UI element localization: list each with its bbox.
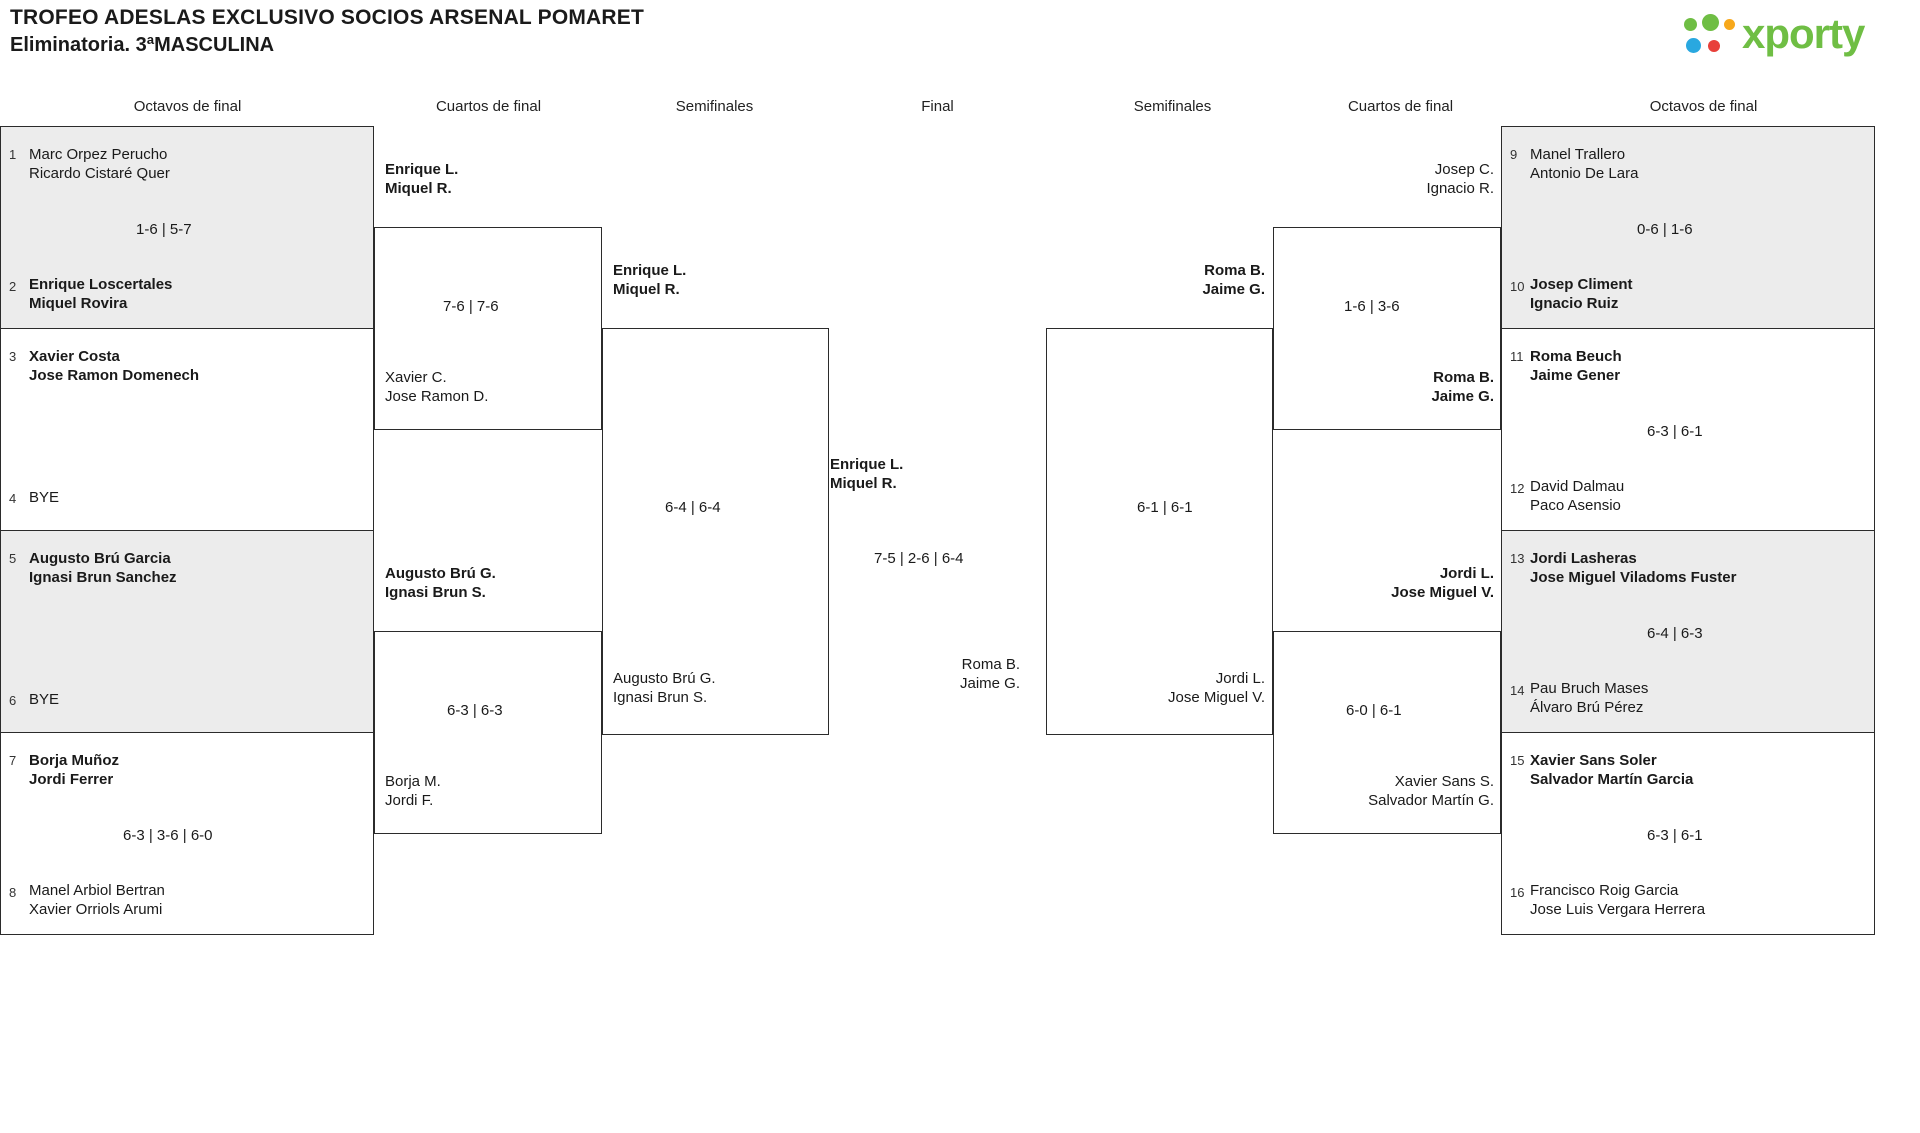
bye-label: BYE [29, 691, 60, 708]
final-winner [830, 455, 903, 493]
player-2: Ricardo Cistaré Quer [29, 165, 170, 182]
player-names [1530, 347, 1622, 385]
match-score: 1-6 | 3-6 [1344, 298, 1400, 315]
match-score: 6-3 | 6-3 [447, 702, 503, 719]
match-box-left-qf-2[interactable] [374, 565, 602, 834]
player-names [385, 564, 496, 602]
match-score: 6-0 | 6-1 [1346, 702, 1402, 719]
round-header-left-r16: Octavos de final [133, 98, 242, 115]
player-names [1055, 669, 1265, 707]
match-score: 1-6 | 5-7 [136, 221, 192, 238]
match-box-left-r16-3[interactable] [0, 530, 374, 733]
player-2: Jordi F. [385, 792, 434, 809]
player-names [1282, 368, 1494, 406]
seed-number: 3 [9, 349, 17, 364]
seed-number: 10 [1510, 279, 1525, 294]
player-names [1530, 275, 1633, 313]
player-1: Enrique L. [613, 262, 687, 279]
player-1: Roma B. [1433, 369, 1494, 386]
player-names [1530, 679, 1648, 717]
player-1: Marc Orpez Perucho [29, 146, 168, 163]
player-2: Miquel R. [830, 475, 897, 492]
match-score: 6-3 | 3-6 | 6-0 [123, 827, 213, 844]
player-1: Xavier C. [385, 369, 447, 386]
player-names [385, 160, 458, 198]
player-2: Salvador Martín G. [1368, 792, 1494, 809]
round-header-right-sf: Semifinales [1133, 98, 1212, 115]
player-2: Jose Miguel V. [1167, 689, 1265, 706]
match-box-right-r16-2[interactable] [1501, 328, 1875, 531]
player-2: Álvaro Brú Pérez [1530, 699, 1644, 716]
player-names [613, 261, 686, 299]
player-2: Ignacio Ruiz [1530, 295, 1619, 312]
match-box-right-qf-2[interactable] [1273, 565, 1501, 834]
player-1: Borja M. [385, 773, 441, 790]
player-1: Roma B. [961, 656, 1021, 673]
player-2: Ignasi Brun S. [385, 584, 486, 601]
match-score: 6-4 | 6-3 [1647, 625, 1703, 642]
round-header-left-sf: Semifinales [675, 98, 754, 115]
player-2: Miquel Rovira [29, 295, 128, 312]
match-box-right-sf-1[interactable] [1046, 262, 1273, 735]
round-header-right-qf: Cuartos de final [1347, 98, 1454, 115]
player-2: Paco Asensio [1530, 497, 1621, 514]
player-names [29, 145, 170, 183]
player-2: Salvador Martín Garcia [1530, 771, 1694, 788]
round-header-right-r16: Octavos de final [1649, 98, 1758, 115]
match-box-left-r16-4[interactable] [0, 732, 374, 935]
player-2: Miquel R. [385, 180, 452, 197]
player-names [29, 275, 172, 313]
player-1: Pau Bruch Mases [1530, 680, 1649, 697]
player-2: Jose Miguel Viladoms Fuster [1530, 569, 1737, 586]
match-score: 7-6 | 7-6 [443, 298, 499, 315]
match-score: 6-3 | 6-1 [1647, 827, 1703, 844]
player-names [29, 347, 199, 385]
seed-number: 2 [9, 279, 17, 294]
player-1: Augusto Brú G. [613, 670, 716, 687]
player-1: Enrique Loscertales [29, 276, 173, 293]
final-score: 7-5 | 2-6 | 6-4 [874, 550, 964, 567]
player-names [1530, 751, 1693, 789]
player-names [1282, 772, 1494, 810]
seed-number: 7 [9, 753, 17, 768]
player-2: Jaime G. [960, 675, 1021, 692]
seed-number: 13 [1510, 551, 1525, 566]
logo-dots-icon [1684, 14, 1740, 58]
match-score: 6-4 | 6-4 [665, 499, 721, 516]
player-names [1530, 881, 1705, 919]
xporty-logo [1684, 8, 1904, 64]
player-names [1282, 564, 1494, 602]
player-1: Josep Climent [1530, 276, 1633, 293]
match-score: 0-6 | 1-6 [1637, 221, 1693, 238]
match-box-left-r16-1[interactable] [0, 126, 374, 329]
player-2: Ignasi Brun Sanchez [29, 569, 177, 586]
match-score: 6-3 | 6-1 [1647, 423, 1703, 440]
seed-number: 12 [1510, 481, 1525, 496]
player-1: Roma Beuch [1530, 348, 1622, 365]
player-1: Manel Arbiol Bertran [29, 882, 165, 899]
player-2: Jaime Gener [1530, 367, 1621, 384]
page-title: TROFEO ADESLAS EXCLUSIVO SOCIOS ARSENAL POMARET [10, 6, 645, 29]
match-box-right-r16-3[interactable] [1501, 530, 1875, 733]
seed-number: 11 [1510, 349, 1524, 364]
seed-number: 15 [1510, 753, 1525, 768]
player-1: Jordi L. [1439, 565, 1494, 582]
player-1: Josep C. [1434, 161, 1494, 178]
player-2: Jordi Ferrer [29, 771, 114, 788]
round-header-final: Final [921, 98, 954, 115]
player-1: Xavier Sans S. [1394, 773, 1494, 790]
player-names [1282, 160, 1494, 198]
match-box-left-qf-1[interactable] [374, 161, 602, 430]
player-2: Jose Luis Vergara Herrera [1530, 901, 1706, 918]
player-2: Ignacio R. [1426, 180, 1494, 197]
player-names [29, 751, 119, 789]
player-1: Xavier Sans Soler [1530, 752, 1657, 769]
player-2: Ignasi Brun S. [613, 689, 708, 706]
match-box-right-r16-1[interactable] [1501, 126, 1875, 329]
seed-number: 6 [9, 693, 17, 708]
player-1: Francisco Roig Garcia [1530, 882, 1679, 899]
player-1: Manel Trallero [1530, 146, 1626, 163]
player-2: Antonio De Lara [1530, 165, 1639, 182]
player-1: Jordi Lasheras [1530, 550, 1637, 567]
match-box-right-r16-4[interactable] [1501, 732, 1875, 935]
player-1: Enrique L. [385, 161, 459, 178]
seed-number: 9 [1510, 147, 1518, 162]
player-1: Enrique L. [830, 456, 904, 473]
player-names [385, 772, 441, 810]
player-2: Miquel R. [613, 281, 680, 298]
logo-wordmark: xporty [1742, 10, 1865, 57]
player-names [1530, 145, 1638, 183]
player-2: Xavier Orriols Arumi [29, 901, 163, 918]
round-header-left-qf: Cuartos de final [435, 98, 542, 115]
player-1: Jordi L. [1215, 670, 1265, 687]
seed-number: 5 [9, 551, 17, 566]
final-loser [960, 655, 1020, 693]
match-box-left-sf-1[interactable] [602, 262, 829, 735]
player-names [1085, 261, 1265, 299]
final-match[interactable] [828, 455, 1058, 692]
seed-number: 4 [9, 491, 17, 506]
player-2: Jose Ramon D. [385, 388, 489, 405]
player-2: Jaime G. [1202, 281, 1265, 298]
seed-number: 8 [9, 885, 17, 900]
seed-number: 1 [9, 147, 17, 162]
player-names [29, 549, 177, 587]
match-box-left-r16-2[interactable] [0, 328, 374, 531]
player-1: Xavier Costa [29, 348, 120, 365]
player-1: Augusto Brú Garcia [29, 550, 171, 567]
match-box-right-qf-1[interactable] [1273, 161, 1501, 430]
match-score: 6-1 | 6-1 [1137, 499, 1193, 516]
player-names [385, 368, 488, 406]
player-1: David Dalmau [1530, 478, 1625, 495]
player-2: Jose Miguel V. [1391, 584, 1494, 601]
player-2: Jaime G. [1431, 388, 1494, 405]
seed-number: 16 [1510, 885, 1525, 900]
player-1: Borja Muñoz [29, 752, 119, 769]
player-names [1530, 549, 1736, 587]
player-1: Roma B. [1204, 262, 1265, 279]
bye-label: BYE [29, 489, 60, 506]
player-names [1530, 477, 1624, 515]
player-names [29, 881, 165, 919]
player-names [613, 669, 716, 707]
player-1: Augusto Brú G. [385, 565, 496, 582]
seed-number: 14 [1510, 683, 1525, 698]
player-2: Jose Ramon Domenech [29, 367, 200, 384]
tournament-header [10, 6, 644, 57]
page-subtitle: Eliminatoria. 3ªMASCULINA [10, 34, 275, 56]
